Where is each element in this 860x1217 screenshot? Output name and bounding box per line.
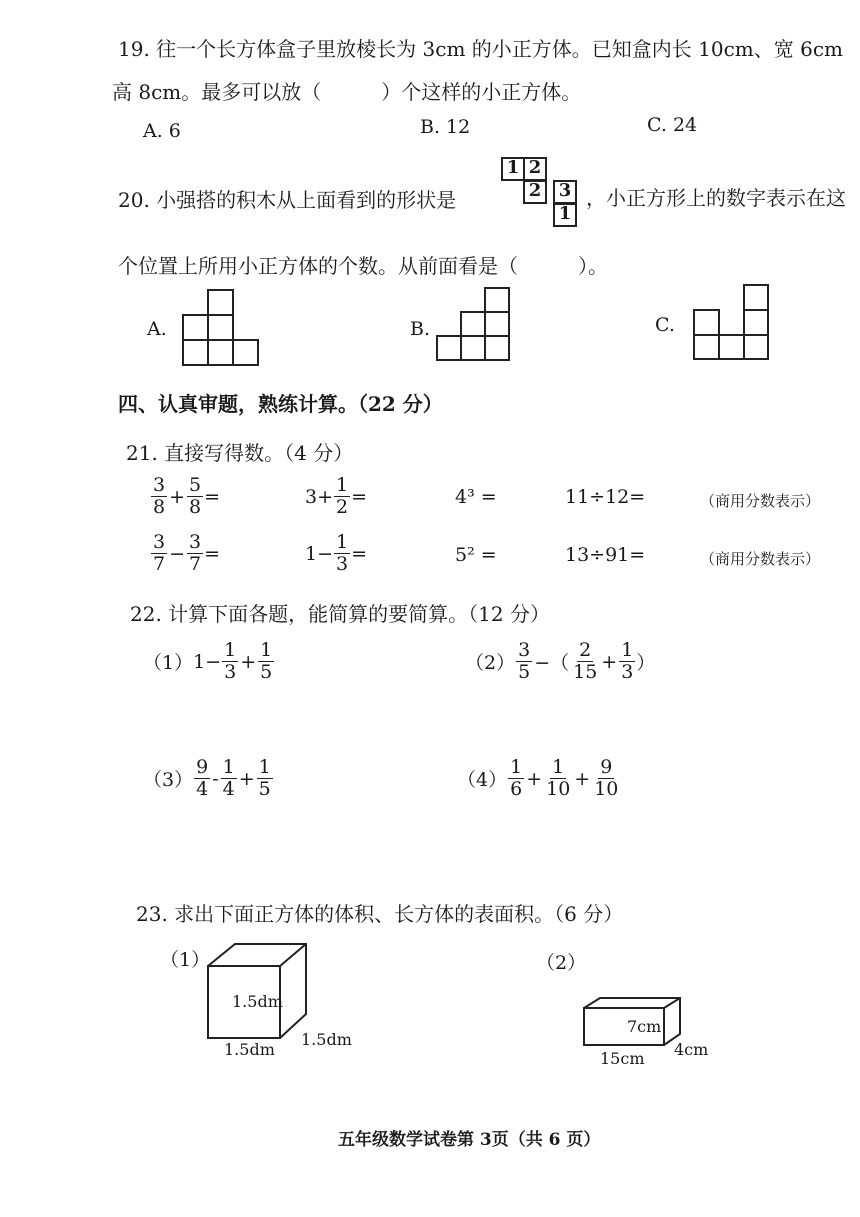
q21-r2-e1: $\frac{3}{7}$ − $\frac{3}{7}$ = <box>153 531 221 575</box>
fraction: $\frac{5}{8}$ <box>189 474 202 518</box>
cube-width-label: 1.5dm <box>224 1040 275 1059</box>
page-footer: 五年级数学试卷第 3页（共 6 页） <box>338 1130 601 1150</box>
q21-r2-e2: 1− $\frac{1}{3}$ = <box>305 531 368 575</box>
q20-line1-after: ，小正方形上的数字表示在这 <box>586 186 846 210</box>
cuboid-height-label: 7cm <box>627 1017 662 1036</box>
grid-cell: 2 <box>523 157 547 181</box>
cuboid-width-label: 4cm <box>674 1040 709 1059</box>
cube-depth-label: 1.5dm <box>301 1030 352 1049</box>
fraction: $\frac{1}{3}$ <box>621 639 634 683</box>
q22-p3: （3） $\frac{9}{4}$ - $\frac{1}{4}$ + $\frac{1}{5}$ <box>143 756 271 800</box>
fraction: $\frac{1}{5}$ <box>258 756 271 800</box>
q21-r1-e1: $\frac{3}{8}$ + $\frac{5}{8}$ = <box>153 474 221 518</box>
q22-p2: （2） $\frac{3}{5}$ −（ $\frac{2}{15}$ + $\frac{1}{3}$ ） <box>465 639 656 683</box>
grid-cell: 1 <box>553 203 577 227</box>
q21-r1-note: （商用分数表示） <box>700 492 821 510</box>
fraction: $\frac{3}{7}$ <box>189 531 202 575</box>
fraction: $\frac{1}{4}$ <box>222 756 235 800</box>
fraction: $\frac{3}{7}$ <box>153 531 166 575</box>
q21-r2-note: （商用分数表示） <box>700 550 821 568</box>
q23-title: 23. 求出下面正方体的体积、长方体的表面积。（6 分） <box>136 902 624 926</box>
q21-r2-e3: 5² = <box>455 544 497 566</box>
cuboid-length-label: 15cm <box>600 1049 645 1068</box>
fraction: $\frac{2}{15}$ <box>573 639 598 683</box>
fraction: $\frac{9}{4}$ <box>196 756 209 800</box>
q20-option-a-label: A. <box>147 318 167 340</box>
q21-r1-e4: 11÷12= <box>565 486 646 508</box>
q20-line2: 个位置上所用小正方体的个数。从前面看是（ ）。 <box>118 254 608 278</box>
q19-line2: 高 8cm。最多可以放（ ）个这样的小正方体。 <box>112 80 582 104</box>
fraction: $\frac{3}{8}$ <box>153 474 166 518</box>
q20-line1-before: 20. 小强搭的积木从上面看到的形状是 <box>118 188 457 212</box>
q22-p4: （4） $\frac{1}{6}$ + $\frac{1}{10}$ + $\frac{9}{10}$ <box>457 756 619 800</box>
q19-option-b: B. 12 <box>420 116 471 138</box>
q21-r1-e2: 3+ $\frac{1}{2}$ = <box>305 474 368 518</box>
q19-option-a: A. 6 <box>143 120 181 142</box>
grid-cell: 2 <box>523 180 547 204</box>
fraction: $\frac{1}{3}$ <box>224 639 237 683</box>
q19-option-c: C. 24 <box>647 114 698 136</box>
q19-line1: 19. 往一个长方体盒子里放棱长为 3cm 的小正方体。已知盒内长 10cm、宽 6cm <box>118 37 843 61</box>
q21-title: 21. 直接写得数。（4 分） <box>126 441 354 465</box>
q21-r2-e4: 13÷91= <box>565 544 646 566</box>
fraction: $\frac{1}{5}$ <box>260 639 273 683</box>
q23-fig1-label: （1） <box>160 949 211 971</box>
q21-r1-e3: 4³ = <box>455 486 497 508</box>
cube-height-label: 1.5dm <box>232 992 283 1011</box>
q22-p1: （1） 1− $\frac{1}{3}$ + $\frac{1}{5}$ <box>143 639 273 683</box>
fraction: $\frac{1}{3}$ <box>336 531 349 575</box>
fraction: $\frac{1}{2}$ <box>336 474 349 518</box>
section4-title: 四、认真审题，熟练计算。（22 分） <box>118 392 443 416</box>
q23-fig2-label: （2） <box>536 952 587 974</box>
q20-option-b-label: B. <box>410 318 431 340</box>
q22-title: 22. 计算下面各题，能简算的要简算。（12 分） <box>130 602 550 626</box>
grid-cell: 3 <box>553 180 577 204</box>
fraction: $\frac{1}{6}$ <box>510 756 523 800</box>
fraction: $\frac{1}{10}$ <box>546 756 571 800</box>
fraction: $\frac{3}{5}$ <box>518 639 531 683</box>
fraction: $\frac{9}{10}$ <box>594 756 619 800</box>
q20-option-c-label: C. <box>655 314 675 336</box>
grid-cell: 1 <box>501 157 525 181</box>
